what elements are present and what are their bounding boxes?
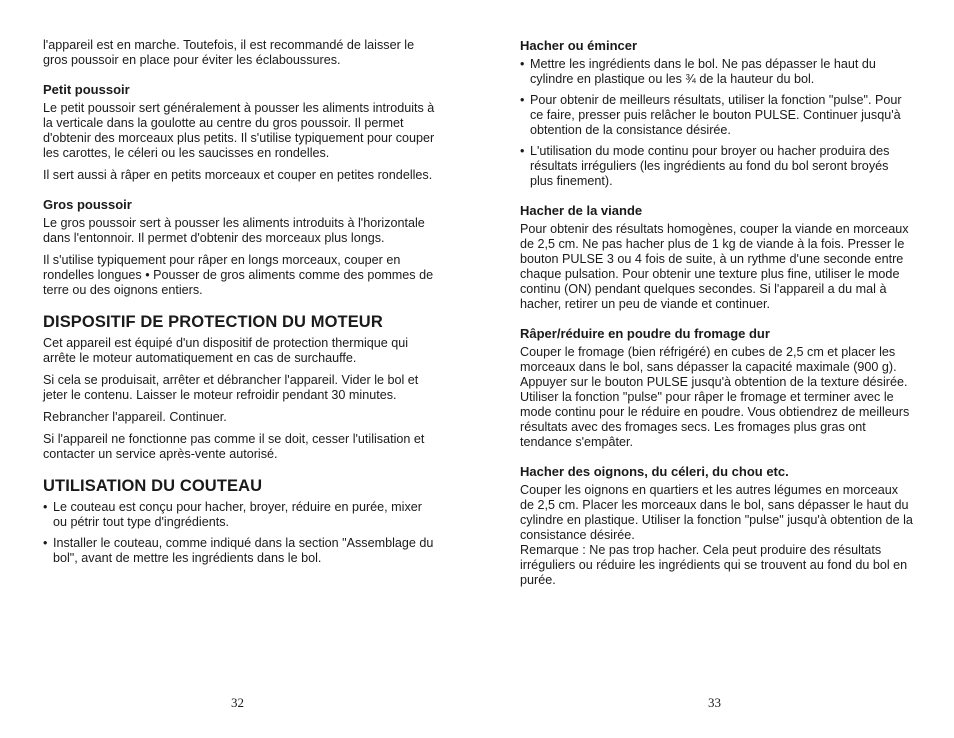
bullet-icon: •: [520, 57, 525, 71]
hacher-heading: Hacher ou émincer: [520, 38, 638, 53]
couteau-bullet-2: • Installer le couteau, comme indiqué dans la section "Assemblage du bol", avant de mettre les ingrédients dans le bol.: [43, 536, 434, 565]
oignons-paragraph-2: Remarque : Ne pas trop hacher. Cela peut produire des résultats irréguliers ou réduire les ingrédients qui se trouvent au fond du bol en purée.: [520, 543, 908, 587]
fromage-heading: Râper/réduire en poudre du fromage dur: [520, 326, 770, 341]
hacher-bullet-2: • Pour obtenir de meilleurs résultats, utiliser la fonction "pulse". Pour ce faire, presser puis relâcher le bouton PULSE. Continuer jusqu'à obtention de la consistance désirée.: [520, 93, 902, 137]
oignons-heading: Hacher des oignons, du céleri, du chou etc.: [520, 464, 789, 479]
protection-paragraph-2: Si cela se produisait, arrêter et débrancher l'appareil. Vider le bol et jeter le contenu. Laisser le moteur refroidir pendant 30 minutes.: [43, 373, 419, 402]
oignons-paragraph-1: Couper les oignons en quartiers et les autres légumes en morceaux de 2,5 cm. Placer les morceaux dans le bol, sans dépasser le haut du cylindre en plastique. Utiliser la fonction "pulse" jusqu'à obtention de la consistance désirée.: [520, 483, 913, 542]
bullet-icon: •: [43, 500, 48, 514]
gros-poussoir-paragraph-2: Il s'utilise typiquement pour râper en longs morceaux, couper en rondelles longues • Pousser de gros aliments comme des pommes de terre ou des oignons entiers.: [43, 253, 434, 297]
hacher-bullet-1: • Mettre les ingrédients dans le bol. Ne pas dépasser le haut du cylindre en plastique ou les ¾ de la hauteur du bol.: [520, 57, 876, 86]
hacher-bullet-3: • L'utilisation du mode continu pour broyer ou hacher produira des résultats irréguliers (les ingrédients au fond du bol seront broyés plus finement).: [520, 144, 890, 188]
petit-poussoir-paragraph-2: Il sert aussi à râper en petits morceaux et couper en petites rondelles.: [43, 168, 433, 182]
viande-heading: Hacher de la viande: [520, 203, 643, 218]
right-page: [520, 38, 914, 595]
protection-paragraph-1: Cet appareil est équipé d'un dispositif de protection thermique qui arrête le moteur automatiquement en cas de surchauffe.: [43, 336, 409, 365]
left-page: [43, 38, 439, 572]
intro-paragraph: l'appareil est en marche. Toutefois, il est recommandé de laisser le gros poussoir en place pour éviter les éclaboussures.: [43, 38, 415, 67]
protection-moteur-heading: DISPOSITIF DE PROTECTION DU MOTEUR: [43, 313, 383, 331]
protection-paragraph-4: Si l'appareil ne fonctionne pas comme il se doit, cesser l'utilisation et contacter un service après-vente autorisé.: [43, 432, 425, 461]
protection-paragraph-3: Rebrancher l'appareil. Continuer.: [43, 410, 227, 424]
bullet-icon: •: [43, 536, 48, 550]
page-number-left: 32: [231, 695, 244, 710]
bullet-icon: •: [520, 144, 525, 158]
bullet-icon: •: [520, 93, 525, 107]
couteau-bullet-1: • Le couteau est conçu pour hacher, broyer, réduire en purée, mixer ou pétrir tout type d'ingrédients.: [43, 500, 422, 529]
gros-poussoir-paragraph-1: Le gros poussoir sert à pousser les aliments introduits à l'horizontale dans l'entonnoir. Il permet d'obtenir des morceaux plus longs.: [43, 216, 425, 245]
utilisation-couteau-heading: UTILISATION DU COUTEAU: [43, 477, 263, 495]
fromage-paragraph: Couper le fromage (bien réfrigéré) en cubes de 2,5 cm et placer les morceaux dans le bol, sans dépasser la capacité maximale (900 g). Appuyer sur le bouton PULSE jusqu'à obtention de la texture désirée. Utiliser la fonction "pulse" pour râper le fromage et terminer avec le mode continu pour le réduire en poudre. Vous obtiendrez de meilleurs résultats avec des fromages secs. Les fromages plus gras ont tendance s'empâter.: [520, 345, 910, 449]
petit-poussoir-paragraph-1: Le petit poussoir sert généralement à pousser les aliments introduits à la verticale dans la goulotte au centre du gros poussoir. Il permet d'obtenir des morceaux plus petits. Il s'utilise typiquement pour couper les carottes, le céleri ou les saucisses en rondelles.: [43, 101, 435, 160]
petit-poussoir-heading: Petit poussoir: [43, 82, 130, 97]
viande-paragraph: Pour obtenir des résultats homogènes, couper la viande en morceaux de 2,5 cm. Ne pas hacher plus de 1 kg de viande à la fois. Presser le bouton PULSE 3 ou 4 fois de suite, à un rythme d'une seconde entre chaque pulsation. Pour obtenir une texture plus fine, utiliser le mode continu (ON) pendant quelques secondes. Si l'appareil a du mal à hacher, retirer un peu de viande et continuer.: [520, 222, 909, 311]
page-number-right: 33: [708, 695, 721, 710]
gros-poussoir-heading: Gros poussoir: [43, 197, 132, 212]
